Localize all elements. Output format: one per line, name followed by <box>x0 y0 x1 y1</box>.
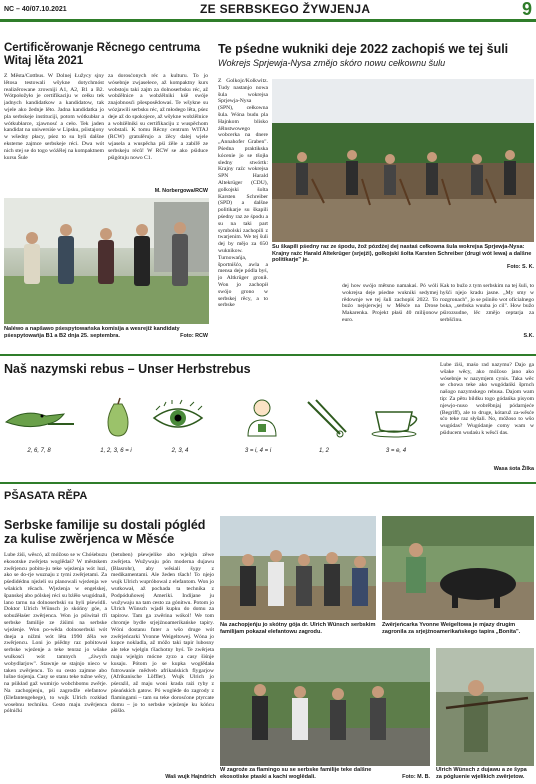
zoo-photo-flamingo <box>220 648 430 766</box>
article1-caption: Naléwo a napšawo pśespytowańska komisija a wesrejiž kandidaty pśespytowańja B1 a B2 dnja 25. septembra. <box>4 326 180 339</box>
article1-author: M. Norbergowa/RCW <box>154 188 208 194</box>
page-number: 9 <box>521 0 532 19</box>
article3-title: Serbske familije su dostali pógléd za kulise zwěrjenca w Měsće <box>4 518 206 546</box>
exam-commission-photo <box>4 198 209 324</box>
doctor-icon <box>248 400 276 436</box>
rebus-text: Lube źiśi, maśo rad nazymu? Dajo ga wšake wěcy, ako móžoso jano ako wósebnje w nazymjem cynis. Taka wěc se chowa teke ako wugódańki šprnch našogo nazymskego rebusa. Dajom wam tip: Za pětu bildku togo gódańka pisyom njewjo-nuso wobrěbnjaj pódarnjeće (Begriff), ale to druge, kótaruž za-wěsće sćo teke raz słyšali. No, móžoso to wšo wugódas? Wugódanje comy wam w pśiducem wudaśu k wěsćí das. <box>440 362 534 436</box>
rebus-label-6: 3 = e, 4 <box>385 448 407 454</box>
pear-icon <box>108 398 128 436</box>
article1-title: Certificěrowanje Rěcnego centruma Witaj lěta 2021 <box>4 42 201 67</box>
article2-subtitle: Wokrejs Sprjewja-Nysa změjo skóro nowu cełkownu šulu <box>218 58 446 68</box>
article1-col2: za dorosćonych réc a kulturu. To jo wósebnje zwjaselece, až kompaktny kurs wobstoju taki zajm za dolnoserbsku réc, až wobźělnice a wobźělniki kśě swóje znajobnosći pšesposědowaś. Te wšykne su wózjawili serbsku réc, až młodego lěta, pśez deje až do spokojece, až wšykne wobźělnice a wobźělniki su certifikaciju z wuspěchom wobstali. K tomu Rěcny centrum WITAJ (RCW) gratulěrujo a źěcy dalej wjele wjasela a wuspěcha pśi źěle a zabiřě ze serbskeju réců! W RCW se ako pśiduce pśigótuju nowo C1. <box>108 73 208 161</box>
zoo-photo-elephant <box>220 516 376 620</box>
crocodile-icon <box>6 413 74 426</box>
issue-label: NC – 40/07.10.2021 <box>4 6 67 13</box>
ski-poles-icon <box>308 400 346 437</box>
newspaper-title: ZE SERBSKEGO ŽYWJENJA <box>200 2 371 16</box>
rebus-label-4: 3 = i, 4 = i <box>244 448 272 454</box>
article2-title: Te pśedne wukniki deje 2022 zachopiś we tej šuli <box>218 42 509 56</box>
article2-caption: Su škapili pśedny raz ze śpodu, žož pózdźej dej nastaś cełkowna šula wokrejsa Sprjewja-Nysa: Krajny raźc Harald Altekrüger (srjejźi), golkojski šolta Karsten Schreiber (drugi wót lewa) a dalšne politikarje" je. <box>272 244 532 263</box>
rebus-label-2: 1, 2, 3, 6 = i <box>100 448 132 454</box>
article3-photo3-caption: W zagroźe za flamingo su se serbske familije teke dalšne ekosotiske ptaski a kachi woglědali. <box>220 767 372 780</box>
section-divider <box>0 354 536 356</box>
rebus-pictures <box>4 394 434 446</box>
zoo-photo-tapir <box>382 516 534 620</box>
rebus-label-3: 2, 3, 4 <box>171 448 189 454</box>
rebus-label-1: 2, 6, 7, 8 <box>27 448 51 454</box>
article1-photo-credit: Foto: RCW <box>180 333 208 339</box>
section-divider-2 <box>0 482 536 484</box>
article3-photo-credit: Foto: M. B. <box>402 774 430 780</box>
article2-photo-credit: Foto: S. K. <box>507 264 534 270</box>
article3-col1: Lube źiśi, wěscó, až móžoso se w Chóśebuzu ekosotske zwěrjeta woglědaś? W městskem zwěrjencu pobitu-ju teke wjeźenja wót luzi, ako se do-rje wuznaju z tymi zwěrjetami. Za pśedidédnu njeźeli su planowali wjeźenja we wšakich rěcach. Wjeźenja w engelskej, španskej abo pólskej réci su bźěło wugódnali, lano tarnu na dolnoserbski su byli pśewidli. Doktor Ulrich Wünsch jo skóńny góe, a sobuźěłaśer zwěrjenca. Won jo pśiwitał tři serbske familije ze źiśimi na serbske wjeźenje. Won po-wěda dolnoserbski wót dneja a nižmi wót lěta 1990 źěla we zwěrjencu. Loni jo pśědny raz pobitował serbske wjeźenje a teke tenraz jo wšake wulkosći wót tamnych „źiwych wobydlarjow". Stawnje se stajnjo nieco w taken zwěrjencu. To su cesto zajmne abo lušne tiojenja. Casy se stanu teke tužne wěcy, na pśikład gaž wumirjo wobchbomu zwěrje. Na zachopjenju, pśi zagrodže elefantow (Elefantengehege), to wujk Ulrich rozkład wosebnu techniku. Cesto maju zwěrjenca pólnički <box>4 552 107 715</box>
article2-col3: Kak to bužo z tym serbskim na tej šuli, to hyšći njejo kradu jasne. „My smy w rozgronach", jo se pśiniło wot oficialnego boka, „serbska wuuba jo cil". How bužo pśirozsudne, lěc změjo ceptarja za serbšćinu. <box>440 283 534 323</box>
article2-col1: Z Golkojc/Kolkwitz. Tudy nastanjo nowa šula wokrejsa Sprjewja-Nysa (SPN), cełkowna šula. Wóna budu pla Hajnkom blisko źělnstwowego wobcerka na dnere „Annahofer Graben". Pśedna praktikska kócenie jo se tšojła sledny stwórtk: Krajny raźc wokrejsa SPN Harald Altekrüger (CDU), golkojski šolta Karsten Schreiber (SPD) a dalšne politikarje su škapili pśedny raz ze śpodu a su na taki part symbolski zachopili z twarjenim. We tej šuli dej by mějo za 650 wuknikow. Turnowańja, športnišćo, awla a mensa deje pódla byś, jo Altkrüger gronił. Won jo zachopił swójo gronо w serbskej rěcy, a to serbske <box>218 78 268 309</box>
article1-col1: Z Města/Cottbus. W Dolnej Łužycy sjnу lětosa testowali wšykne dotychmóst realizěrowane zrowniji A1, A2, B1 a B2. Wótpołožyło je certifikaciju w cełku tek jadnych kandidatkow a kandidatow, tak wjele ako žednje lěto. Jadna kandidatka jo pla serbskeje instituciji, potom wótkubłar a wótkubłarce, zjawnosć a ceło. Tek jaden kandidat na uniwersiśe w Lipsku, pśistajony w wšedny płacy, pśez to su byli dalšne eksterne zajmce serbskeje réci. Dwa wót nich stej se do togo wóźělej na kompaktnem kursu Šule <box>4 73 104 161</box>
article2-author: S.K. <box>523 333 534 339</box>
eye-icon <box>154 400 202 427</box>
article3-photo1-caption: Na zachopjeńju jo skótny gója dr. Ulrich Wünsch serbskim familijam pokazał elefantowu zagrodu. <box>220 622 376 635</box>
article2-col2: dej how swójo mětsno namakaś. Pó wóli wokrejsa deje pśedne wukniki sedymej rědownje we tej šuli zachopiś 2022. To buźo nejsjerwjej w Měsće na Drose Makarenka. Projekt płaśi 40 milijonow euro. <box>342 283 438 323</box>
rebus-title: Naš nazymski rebus – Unser Herbstrebus <box>4 362 251 376</box>
section-title: PŠASATA RĚPA <box>4 490 88 502</box>
article3-photo4-caption: Ulrich Wünsch z dujawu a ze šypa za pógluenie wjelikich zwěrjetow. <box>436 767 527 780</box>
rebus-author: Wasa śota Žilka <box>493 466 534 472</box>
ground-breaking-photo <box>272 79 534 242</box>
zoo-photo-blowpipe <box>436 648 534 766</box>
cup-icon <box>372 412 417 437</box>
rebus-label-5: 1, 2 <box>318 448 329 454</box>
article3-author: Waš wujk Hajndrich <box>165 774 216 780</box>
article3-col2: (betuben) pśewjelike abo wjelgin zěwe zwěrjeta. Wužywaju pón moderna dujawu (Blasrohr), aby wěsiali šypy z medikamentami. Ale žeden tšach! To njejo wujk Ulrich wupróbowal z elefantom. Won jo wutkował, až pochada ta technika z Podpóduňowej Ameriki. Indijane ju wužywaju na tam cesto za gónitwu. Potom jo Ulrich Wünsch wjadł kupku do domu za tapirow. Tam ga zwěrina wókol! We tom chromje bydle srjejźnoamerikańske tapiry. Wóni dostanu futer a wšo druge wót zwěrjeńcarki Yvonne Weigeltowej. Wóna jo kupce nokladla, až móžo taki tapir lubosny ale teke wjelgin ťšachotny byś. Te zwěrjeta maju wjelgin mócne zyzo a casy šiśnje kusaju. Pótom jo se kupka woglědała futrowanie mědveb afrikańskich flygarjow (Afrikanische Löffler). Wujk Ulrich jo pśeraźil, až maju woni krada rażi ryby z pśeańskich gatow. Pó wogléde do zagrody z flamingami – tam su teke dorosćone ptyrcate domu – jo to serbske wjeźenje ku kóńcu pśišlo. <box>111 552 214 715</box>
article3-photo2-caption: Zwěrjeńcarka Yvonne Weigeltowa je mjazy drugim zagronila za srjejźnoamerikańskego tapira „Bonita". <box>382 622 521 635</box>
